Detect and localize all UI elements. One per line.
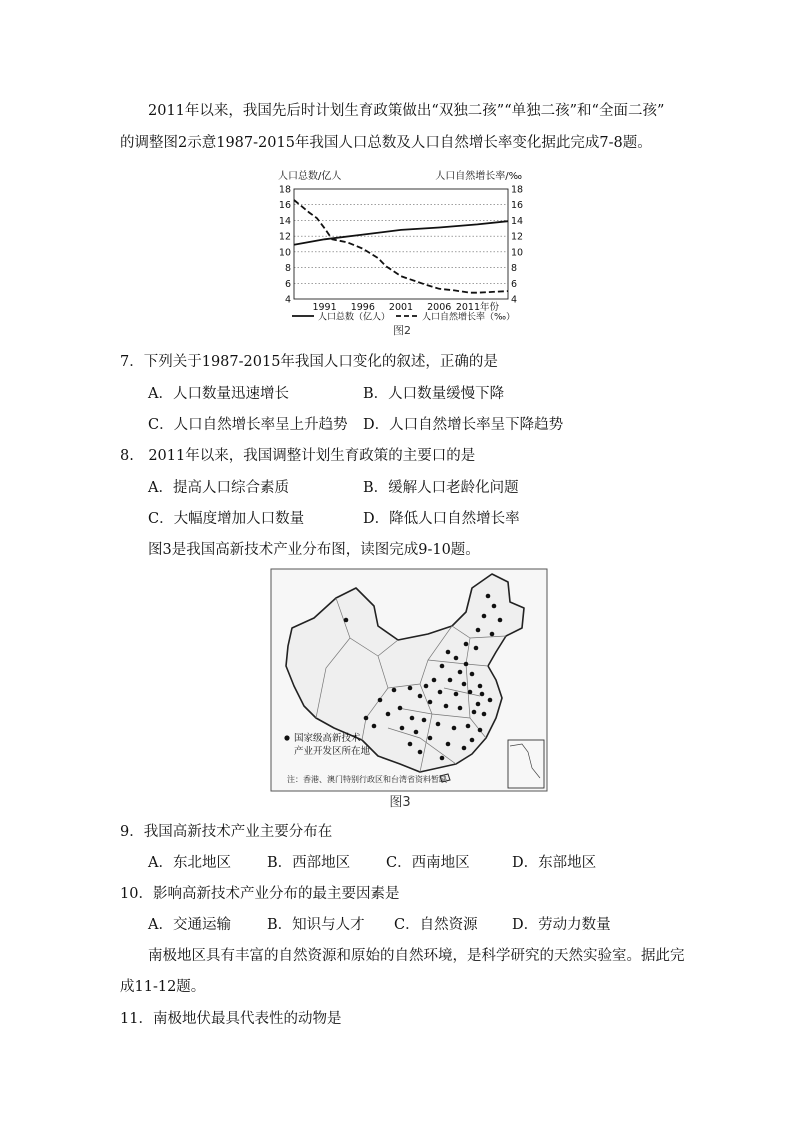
chart-caption: 图2 bbox=[393, 324, 411, 337]
dev-zone-dot bbox=[464, 642, 469, 647]
dev-zone-dot bbox=[444, 704, 449, 709]
dev-zone-dot bbox=[378, 698, 383, 703]
dev-zone-dot bbox=[364, 716, 369, 721]
high-tech-map bbox=[270, 568, 548, 812]
q7-option-c: C．人口自然增长率呈上升趋势 bbox=[148, 417, 348, 433]
dev-zone-dot bbox=[344, 618, 349, 623]
dev-zone-dot bbox=[440, 756, 445, 761]
dev-zone-dot bbox=[454, 692, 459, 697]
q8-option-d: D．降低人口自然增长率 bbox=[363, 511, 520, 527]
dev-zone-dot bbox=[480, 692, 485, 697]
dev-zone-dot bbox=[478, 684, 483, 689]
x-ticks bbox=[312, 301, 499, 313]
dev-zone-dot bbox=[446, 742, 451, 747]
dev-zone-dot bbox=[432, 678, 437, 683]
q10-option-d: D．劳动力数量 bbox=[512, 917, 611, 933]
left-axis-label: 人口总数/亿人 bbox=[278, 171, 342, 182]
dev-zone-dot bbox=[486, 594, 491, 599]
q10-option-a: A．交通运输 bbox=[148, 917, 231, 933]
dev-zone-dot bbox=[436, 722, 441, 727]
q9-option-c: C．西南地区 bbox=[386, 855, 470, 871]
dev-zone-dot bbox=[428, 700, 433, 705]
population-chart bbox=[278, 168, 524, 340]
x-tick-label: 1996 bbox=[350, 302, 375, 313]
q7-option-a: A．人口数量迅速增长 bbox=[148, 386, 289, 402]
dev-zone-dot bbox=[392, 688, 397, 693]
plot-frame bbox=[294, 189, 508, 299]
q9-option-a: A．东北地区 bbox=[148, 855, 231, 871]
dev-zone-dot bbox=[488, 698, 493, 703]
x-tick-label: 2006 bbox=[427, 302, 452, 313]
map-intro: 图3是我国高新技术产业分布图，读图完成9-10题。 bbox=[148, 542, 480, 558]
south-china-sea-inset bbox=[508, 740, 544, 788]
q9-stem: 9．我国高新技术产业主要分布在 bbox=[120, 824, 333, 840]
legend-growth-rate: 人口自然增长率（‰） bbox=[422, 312, 516, 323]
dev-zone-dot bbox=[438, 690, 443, 695]
antarctic-intro-line-1: 南极地区具有丰富的自然资源和原始的自然环境，是科学研究的天然实验室。据此完 bbox=[148, 948, 685, 964]
left-y-tick-label: 14 bbox=[278, 215, 291, 227]
dev-zone-dot bbox=[414, 730, 419, 735]
dev-zone-dot bbox=[424, 684, 429, 689]
dev-zone-dot bbox=[490, 632, 495, 637]
dev-zone-dot bbox=[462, 746, 467, 751]
y-ticks bbox=[279, 185, 523, 306]
legend-population: 人口总数（亿人） bbox=[318, 312, 391, 323]
left-y-tick-label: 8 bbox=[284, 263, 291, 275]
dev-zone-dot bbox=[464, 662, 469, 667]
dev-zone-dot bbox=[474, 646, 479, 651]
intro-line-2: 的调整图2示意1987-2015年我国人口总数及人口自然增长率变化据此完成7-8题。 bbox=[120, 135, 652, 151]
dev-zone-dot bbox=[440, 664, 445, 669]
q8-stem: 8. 2011年以来，我国调整计划生育政策的主要口的是 bbox=[120, 448, 476, 464]
legend-dot bbox=[284, 735, 289, 740]
dev-zone-dot bbox=[458, 706, 463, 711]
dev-zone-dot bbox=[446, 650, 451, 655]
dev-zone-dot bbox=[372, 724, 377, 729]
chart-grid bbox=[294, 205, 508, 284]
dev-zone-dot bbox=[482, 614, 487, 619]
dev-zone-dot bbox=[398, 706, 403, 711]
q7-stem: 7．下列关于1987-2015年我国人口变化的叙述，正确的是 bbox=[120, 354, 498, 370]
x-tick-label: 2001 bbox=[388, 302, 414, 313]
dev-zone-dot bbox=[418, 750, 423, 755]
q10-option-c: C．自然资源 bbox=[394, 917, 478, 933]
dev-zone-dot bbox=[408, 686, 413, 691]
q8-option-b: B．缓解人口老龄化问题 bbox=[363, 480, 519, 496]
dev-zone-dot bbox=[468, 690, 473, 695]
dev-zone-dot bbox=[410, 716, 415, 721]
dev-zone-dot bbox=[472, 710, 477, 715]
dev-zone-dot bbox=[408, 742, 413, 747]
q10-stem: 10．影响高新技术产业分布的最主要因素是 bbox=[120, 886, 400, 902]
q11-stem: 11．南极地伏最具代表性的动物是 bbox=[120, 1011, 342, 1027]
dev-zone-dot bbox=[470, 672, 475, 677]
right-y-tick-label: 4 bbox=[511, 294, 518, 306]
q7-option-d: D．人口自然增长率呈下降趋势 bbox=[363, 417, 564, 433]
dev-zone-dot bbox=[478, 728, 483, 733]
dev-zone-dot bbox=[454, 656, 459, 661]
series-growth-rate-line bbox=[294, 200, 508, 293]
dev-zone-dot bbox=[476, 628, 481, 633]
map-legend-line-1: 国家级高新技术 bbox=[294, 733, 361, 744]
right-axis-label: 人口自然增长率/‰ bbox=[435, 171, 522, 182]
right-y-tick-label: 14 bbox=[511, 215, 524, 227]
intro-line-1: 2011年以来，我国先后时计划生育政策做出“双独二孩”“单独二孩”和“全面二孩” bbox=[148, 103, 665, 119]
dev-zone-dot bbox=[428, 736, 433, 741]
dev-zone-dot bbox=[476, 702, 481, 707]
right-y-tick-label: 16 bbox=[511, 200, 524, 212]
q9-option-b: B．西部地区 bbox=[267, 855, 351, 871]
dev-zone-dot bbox=[498, 618, 503, 623]
dev-zone-dot bbox=[492, 604, 497, 609]
dev-zone-dot bbox=[386, 712, 391, 717]
q7-option-b: B．人口数量缓慢下降 bbox=[363, 386, 505, 402]
dev-zone-dot bbox=[466, 724, 471, 729]
left-y-tick-label: 16 bbox=[278, 200, 291, 212]
right-y-tick-label: 18 bbox=[511, 184, 524, 196]
dev-zone-dot bbox=[458, 670, 463, 675]
q8-option-a: A．提高人口综合素质 bbox=[148, 480, 289, 496]
q9-option-d: D．东部地区 bbox=[512, 855, 597, 871]
right-y-tick-label: 12 bbox=[511, 231, 524, 243]
x-tick-label: 2011年份 bbox=[455, 302, 500, 313]
left-y-tick-label: 12 bbox=[278, 231, 291, 243]
map-note: 注：香港、澳门特别行政区和台湾省资料暂缺 bbox=[287, 775, 447, 784]
right-y-tick-label: 10 bbox=[511, 247, 524, 259]
dev-zone-dot bbox=[470, 738, 475, 743]
antarctic-intro-line-2: 成11-12题。 bbox=[120, 979, 206, 995]
dev-zone-dot bbox=[418, 694, 423, 699]
right-y-tick-label: 6 bbox=[511, 278, 518, 290]
map-legend-line-2: 产业开发区所在地 bbox=[294, 746, 371, 757]
left-y-tick-label: 4 bbox=[284, 294, 291, 306]
dev-zone-dot bbox=[482, 712, 487, 717]
q10-option-b: B．知识与人才 bbox=[267, 917, 365, 933]
series-population-line bbox=[294, 221, 508, 245]
map-caption: 图3 bbox=[389, 795, 411, 810]
left-y-tick-label: 6 bbox=[284, 278, 291, 290]
dev-zone-dot bbox=[452, 726, 457, 731]
dev-zone-dot bbox=[448, 678, 453, 683]
q8-option-c: C．大幅度增加人口数量 bbox=[148, 511, 305, 527]
dev-zone-dot bbox=[400, 726, 405, 731]
x-tick-label: 1991 bbox=[312, 302, 337, 313]
dev-zone-dot bbox=[422, 718, 427, 723]
right-y-tick-label: 8 bbox=[511, 263, 518, 275]
left-y-tick-label: 18 bbox=[278, 184, 291, 196]
dev-zone-dot bbox=[462, 682, 467, 687]
left-y-tick-label: 10 bbox=[278, 247, 291, 259]
